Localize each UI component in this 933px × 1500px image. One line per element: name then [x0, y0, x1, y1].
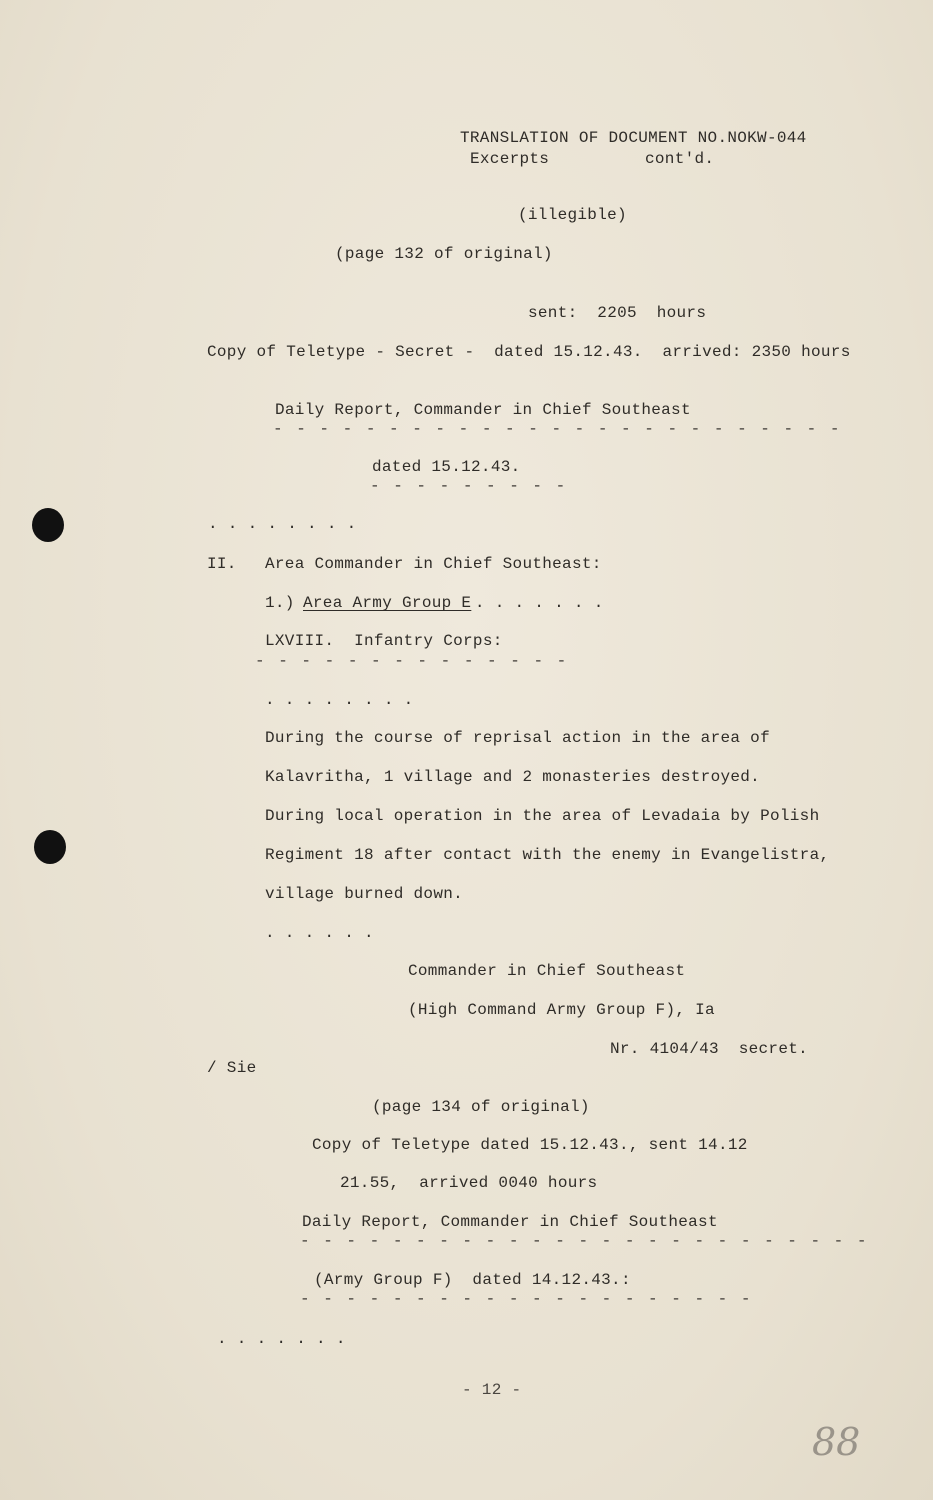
underline-dashes: - - - - - - - - - [370, 477, 568, 495]
underline-dashes: - - - - - - - - - - - - - - [255, 652, 569, 670]
army-group-dots: . . . . . . . [465, 594, 604, 612]
excerpts-label: Excerpts [470, 150, 550, 168]
ellipsis-marker: . . . . . . [265, 924, 374, 942]
report-subtitle: (Army Group F) dated 14.12.43.: [314, 1271, 631, 1289]
army-group-heading: Area Army Group E [303, 594, 472, 612]
signature-line: Commander in Chief Southeast [408, 962, 686, 980]
body-line: Kalavritha, 1 village and 2 monasteries destroyed. [265, 768, 761, 786]
report-date: dated 15.12.43. [372, 458, 521, 476]
ellipsis-marker: . . . . . . . [217, 1330, 346, 1348]
report-title: Daily Report, Commander in Chief Southeast [275, 401, 691, 419]
ellipsis-marker: . . . . . . . . [265, 691, 414, 709]
page-number: - 12 - [462, 1381, 522, 1399]
sent-time: sent: 2205 hours [528, 304, 707, 322]
underline-dashes: - - - - - - - - - - - - - - - - - - - - - - - - - [300, 1232, 869, 1250]
document-title: TRANSLATION OF DOCUMENT NO.NOKW-044 [460, 129, 807, 147]
underline-dashes: - - - - - - - - - - - - - - - - - - - - - - - - - [273, 420, 842, 438]
section-number: II. [207, 555, 237, 573]
subsection-number: 1.) [265, 594, 295, 612]
teletype-copy-line: Copy of Teletype - Secret - dated 15.12.43. arrived: 2350 hours [207, 343, 851, 361]
report-title: Daily Report, Commander in Chief Southeast [302, 1213, 718, 1231]
signature-line: (High Command Army Group F), Ia [408, 1001, 715, 1019]
body-line: Regiment 18 after contact with the enemy in Evangelistra, [265, 846, 830, 864]
punch-hole-bottom [34, 830, 66, 864]
handwritten-page-number: 88 [812, 1420, 861, 1464]
body-line: During local operation in the area of Levadaia by Polish [265, 807, 820, 825]
body-line: During the course of reprisal action in the area of [265, 729, 770, 747]
contd-label: cont'd. [645, 150, 715, 168]
corps-heading: LXVIII. Infantry Corps: [265, 632, 503, 650]
teletype-copy-line: 21.55, arrived 0040 hours [340, 1174, 598, 1192]
illegible-note: (illegible) [518, 206, 627, 224]
teletype-copy-line: Copy of Teletype dated 15.12.43., sent 14.12 [312, 1136, 748, 1154]
page-ref-134: (page 134 of original) [372, 1098, 590, 1116]
punch-hole-top [32, 508, 64, 542]
sie-mark: / Sie [207, 1059, 257, 1077]
ellipsis-marker: . . . . . . . . [208, 515, 357, 533]
page-ref-132: (page 132 of original) [335, 245, 553, 263]
body-line: village burned down. [265, 885, 464, 903]
underline-dashes: - - - - - - - - - - - - - - - - - - - - [300, 1290, 753, 1308]
reference-number: Nr. 4104/43 secret. [610, 1040, 809, 1058]
area-heading: Area Commander in Chief Southeast: [265, 555, 602, 573]
